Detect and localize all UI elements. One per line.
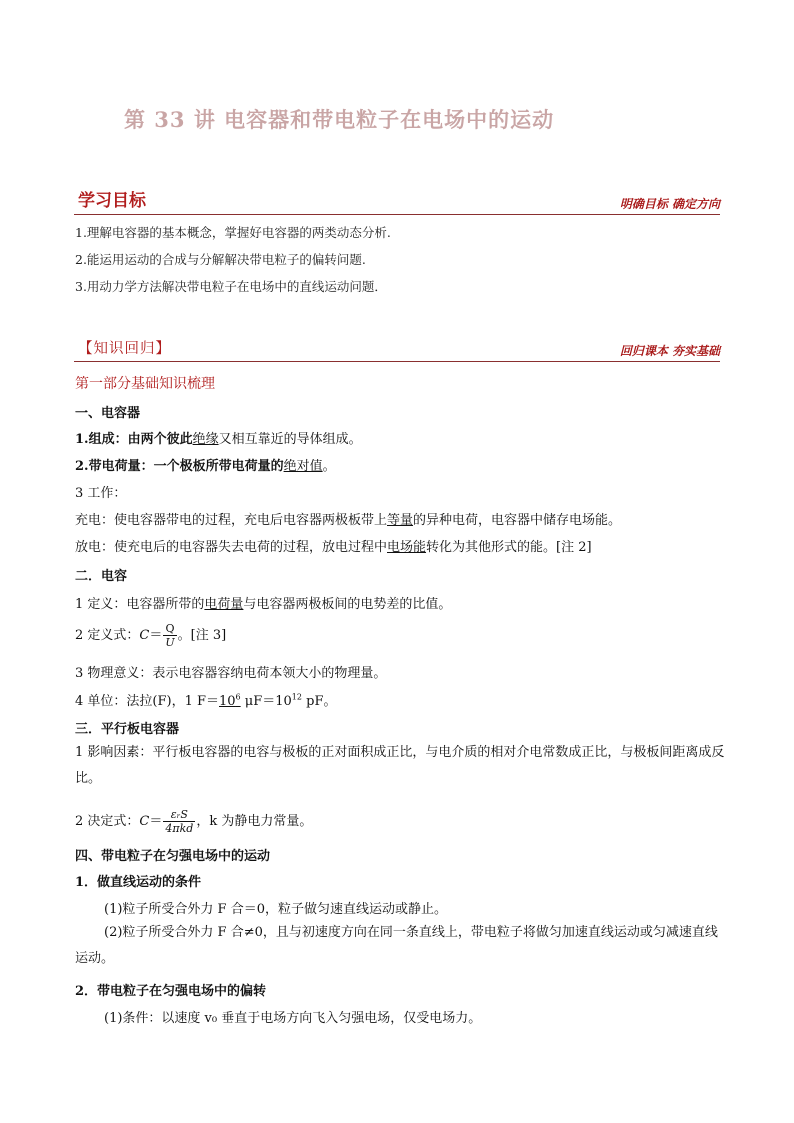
subsection-heading: 一、电容器 <box>75 406 141 421</box>
page-title: 第 33 讲 电容器和带电粒子在电场中的运动 <box>124 107 555 132</box>
fraction-denominator: 4πkd <box>165 822 194 835</box>
formula-line <box>75 808 312 835</box>
text-fragment: 又相互靠近的导体组成。 <box>218 432 362 447</box>
text-line <box>75 690 336 709</box>
fraction-denominator: U <box>165 636 175 649</box>
subsection-heading: 三．平行板电容器 <box>75 722 180 737</box>
formula-symbol: C <box>139 814 150 829</box>
underlined-term <box>219 694 241 709</box>
text-fragment: 充电：使电容器带电的过程，充电后电容器两极板带上 <box>75 513 388 528</box>
subsection-heading: 四、带电粒子在匀强电场中的运动 <box>75 849 271 864</box>
paragraph: (2)粒子所受合外力 F 合≠0，且与初速度方向在同一条直线上，带电粒子将做匀加速直线运动或匀减速直线运动。 <box>75 925 718 966</box>
text-line <box>75 536 592 555</box>
underlined-term: 等量 <box>387 513 414 528</box>
formula-symbol: ＝ <box>149 628 163 643</box>
underlined-term: 电荷量 <box>204 597 244 612</box>
section-header-goals <box>74 186 720 215</box>
goal-item: 3.用动力学方法解决带电粒子在电场中的直线运动问题． <box>75 279 387 294</box>
part-title: 第一部分基础知识梳理 <box>75 376 215 392</box>
section-tagline: 回归课本 夯实基础 <box>619 344 720 358</box>
text-fragment: 。 <box>322 459 336 474</box>
text-fragment: 10 <box>219 694 236 709</box>
section-tagline: 明确目标 确定方向 <box>619 197 720 211</box>
text-fragment: 的异种电荷，电容器中储存电场能。 <box>413 513 622 528</box>
goal-item: 1.理解电容器的基本概念，掌握好电容器的两类动态分析. <box>75 225 391 240</box>
goal-item: 2.能运用运动的合成与分解解决带电粒子的偏转问题. <box>75 252 366 267</box>
formula-symbol: C <box>139 628 150 643</box>
text-fragment: 转化为其他形式的能。[注 2] <box>426 540 592 555</box>
formula-line <box>75 622 226 649</box>
underlined-term: 绝对值 <box>283 459 323 474</box>
fraction <box>163 622 176 649</box>
text-line: 3 工作： <box>75 486 127 501</box>
text-line <box>75 593 451 612</box>
text-fragment: ，k 为静电力常量。 <box>196 814 313 829</box>
section-header-review <box>74 333 720 362</box>
fraction-numerator: εᵣS <box>163 808 195 822</box>
item-heading: 2．带电粒子在匀强电场中的偏转 <box>75 984 267 999</box>
text-line: (1)粒子所受合外力 F 合＝0，粒子做匀速直线运动或静止。 <box>104 902 447 917</box>
text-line: (1)条件：以速度 v₀ 垂直于电场方向飞入匀强电场，仅受电场力。 <box>104 1011 482 1026</box>
text-fragment: 4 单位：法拉(F)，1 F＝ <box>75 694 219 709</box>
fraction <box>163 808 195 835</box>
underlined-term: 绝缘 <box>192 432 219 447</box>
paragraph: 1 影响因素：平行板电容器的电容与极板的正对面积成正比，与电介质的相对介电常数成正比，与极板间距离成反比。 <box>75 745 725 786</box>
text-fragment: 放电：使充电后的电容器失去电荷的过程，放电过程中 <box>75 540 388 555</box>
underlined-term: 电场能 <box>387 540 427 555</box>
text-fragment: 2 决定式： <box>75 814 140 829</box>
superscript: 6 <box>235 692 241 702</box>
fraction-numerator: Q <box>163 622 176 636</box>
subsection-heading: 二．电容 <box>75 569 128 584</box>
text-line: 3 物理意义：表示电容器容纳电荷本领大小的物理量。 <box>75 666 387 681</box>
text-line <box>75 428 362 447</box>
text-fragment: μF＝10 <box>240 694 292 709</box>
section-heading: 【知识回归】 <box>78 341 171 357</box>
text-fragment: 与电容器两极板间的电势差的比值。 <box>243 597 452 612</box>
formula-symbol: ＝ <box>149 814 163 829</box>
text-fragment: 1.组成：由两个彼此 <box>75 432 193 447</box>
text-fragment: pF。 <box>301 694 337 709</box>
text-line <box>75 509 621 528</box>
section-heading: 学习目标 <box>78 191 146 211</box>
superscript: 12 <box>291 692 302 702</box>
text-line <box>75 455 336 474</box>
text-fragment: 2.带电荷量：一个极板所带电荷量的 <box>75 459 284 474</box>
text-fragment: 。[注 3] <box>177 628 227 643</box>
text-fragment: 2 定义式： <box>75 628 140 643</box>
item-heading: 1．做直线运动的条件 <box>75 875 202 890</box>
text-fragment: 1 定义：电容器所带的 <box>75 597 205 612</box>
